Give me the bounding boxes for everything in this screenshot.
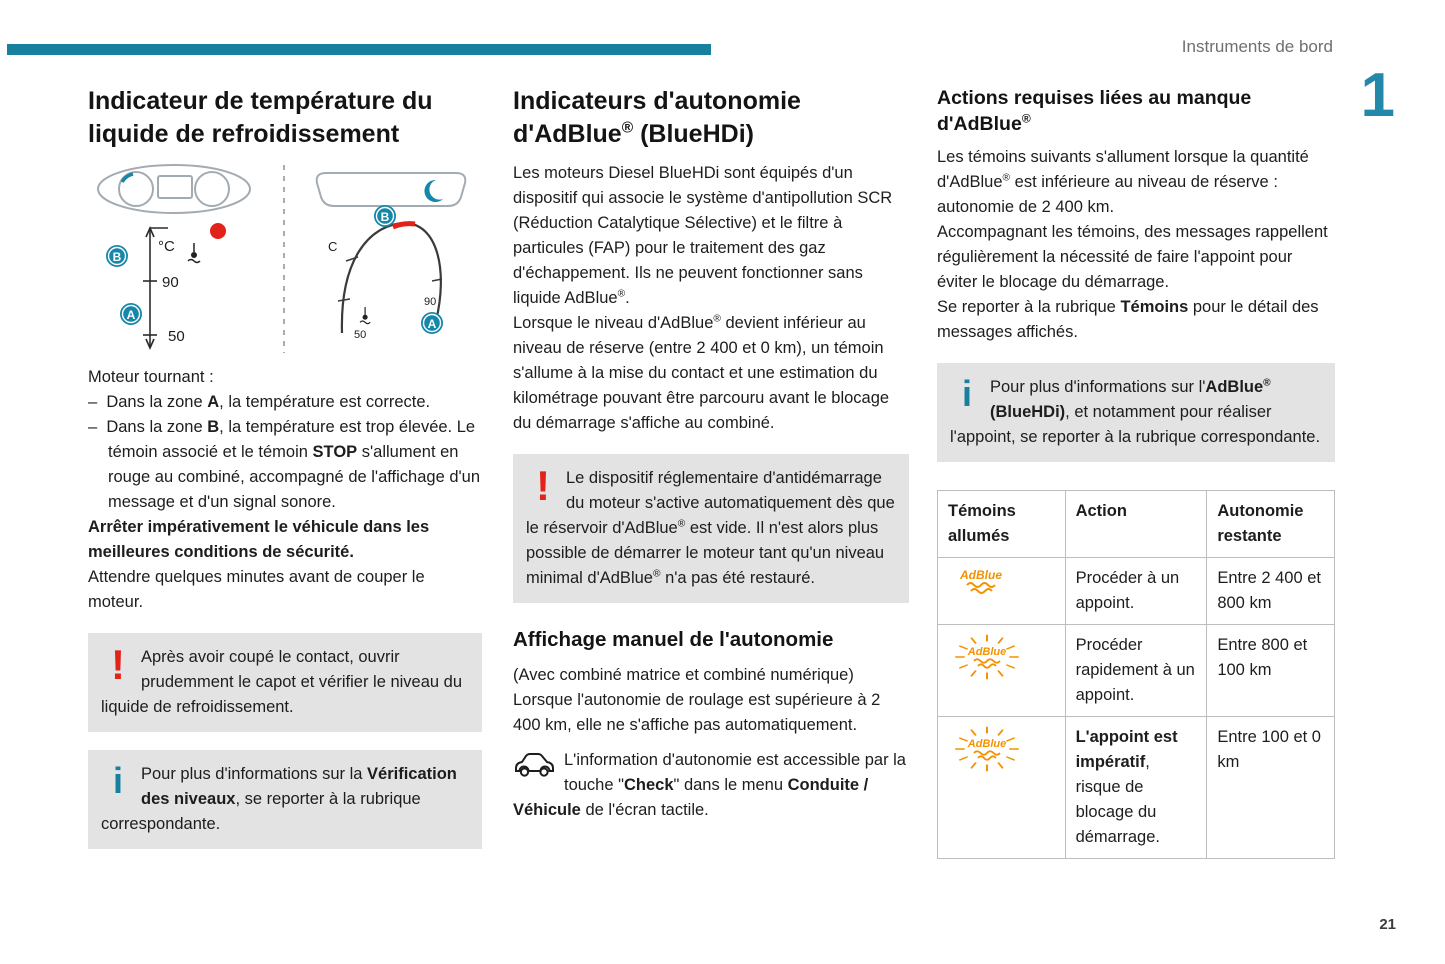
column-header-autonomie: Autonomie restante bbox=[1207, 491, 1335, 558]
instrument-cluster-digital bbox=[317, 173, 466, 206]
table-header-row bbox=[938, 491, 1335, 558]
range-cell: Entre 800 et 100 km bbox=[1207, 625, 1335, 717]
paragraph: Lorsque le niveau d'AdBlue® devient inférieur au niveau de réserve (entre 2 400 et 0 km), un témoin s'allume à la mise du contact et une estimation du kilométrage pouvant être parcouru avant le blocage du démarrage s'affiche au combiné. bbox=[513, 313, 890, 432]
info-box bbox=[937, 363, 1335, 462]
zone-a-badge bbox=[120, 303, 142, 325]
gauge-accent-arc bbox=[122, 174, 133, 182]
action-cell: L'appoint est impératif, risque de blocage du démarrage. bbox=[1065, 717, 1207, 859]
arc-c-label: C bbox=[328, 239, 338, 254]
section-title-coolant: Indicateur de température du liquide de refroidissement bbox=[88, 87, 433, 148]
warning-lamp-dot bbox=[210, 223, 226, 239]
adblue-warning-icon bbox=[948, 566, 1014, 598]
coolant-symbol-icon bbox=[188, 243, 200, 263]
table-row bbox=[938, 558, 1335, 625]
svg-text:A: A bbox=[126, 308, 136, 322]
zone-a-badge bbox=[421, 312, 443, 334]
list-item-zone-b: – Dans la zone B, la température est trop élevée. Le témoin associé et le témoin STOP s'allument en rouge au combiné, accompagné de l'affichage d'un message et d'un signal sonore. bbox=[88, 418, 481, 511]
info-box bbox=[88, 750, 482, 849]
coolant-gauge-illustration bbox=[88, 161, 482, 359]
temoin-cell bbox=[938, 558, 1066, 625]
header-accent-bar bbox=[7, 44, 711, 55]
info-icon: i bbox=[112, 760, 123, 801]
svg-text:AdBlue: AdBlue bbox=[960, 568, 1002, 582]
adblue-warning-blinking-icon bbox=[948, 633, 1026, 681]
paragraph: Lorsque l'autonomie de roulage est supérieure à 2 400 km, elle ne s'affiche pas automatiquement. bbox=[513, 691, 881, 734]
section-title-actions: Actions requises liées au manque d'AdBlue® bbox=[937, 87, 1252, 135]
section-adblue-actions bbox=[937, 85, 1335, 859]
column-header-temoins: Témoins allumés bbox=[938, 491, 1066, 558]
column-header-action: Action bbox=[1065, 491, 1207, 558]
action-cell: Procéder rapidement à un appoint. bbox=[1065, 625, 1207, 717]
instrument-cluster-analog bbox=[98, 165, 250, 213]
info-icon: i bbox=[961, 373, 972, 414]
info-text: Pour plus d'informations sur l'AdBlue® (BlueHDi), et notamment pour réaliser l'appoint, se reporter à la rubrique correspondante. bbox=[950, 377, 1321, 446]
scale-90-label: 90 bbox=[162, 274, 179, 291]
adblue-actions-table bbox=[937, 490, 1335, 859]
range-cell: Entre 100 et 0 km bbox=[1207, 717, 1335, 859]
svg-text:AdBlue: AdBlue bbox=[967, 646, 1007, 658]
arc-50-label: 50 bbox=[354, 329, 367, 341]
paragraph: Les témoins suivants s'allument lorsque la quantité d'AdBlue® est inférieure au niveau de réserve : autonomie de 2 400 km. bbox=[937, 148, 1309, 216]
action-cell: Procéder à un appoint. bbox=[1065, 558, 1207, 625]
warning-text: Le dispositif réglementaire d'antidémarrage du moteur s'active automatiquement dès que le réservoir d'AdBlue® est vide. Il n'est alors plus possible de démarrer le moteur tant qu'un niveau minimal d'AdBlue® n'a pas été restauré. bbox=[526, 469, 895, 587]
paragraph-after: Attendre quelques minutes avant de couper le moteur. bbox=[88, 568, 425, 611]
temoin-cell bbox=[938, 625, 1066, 717]
list-item-zone-a: – Dans la zone A, la température est correcte. bbox=[88, 393, 431, 411]
paragraph-emphasis: Arrêter impérativement le véhicule dans les meilleures conditions de sécurité. bbox=[88, 518, 430, 561]
chapter-number-tab: 1 bbox=[1360, 61, 1395, 130]
section-title-adblue: Indicateurs d'autonomie d'AdBlue® (BlueHDi) bbox=[513, 87, 801, 148]
svg-text:B: B bbox=[380, 210, 390, 224]
info-text: Pour plus d'informations sur la Vérification des niveaux, se reporter à la rubrique correspondante. bbox=[101, 765, 457, 833]
svg-text:A: A bbox=[427, 317, 437, 331]
paragraph: Les moteurs Diesel BlueHDi sont équipés d'un dispositif qui associe le système d'antipollution SCR (Réduction Catalytique Sélective) et le filtre à particules (FAP) pour le traitement des gaz d'échappement. Ils ne peuvent fonctionner sans liquide AdBlue®. bbox=[513, 164, 893, 307]
paragraph: (Avec combiné matrice et combiné numérique) bbox=[513, 666, 854, 684]
paragraph: Accompagnant les témoins, des messages rappellent régulièrement la nécessité de faire l'appoint pour éviter le blocage du démarrage. bbox=[937, 223, 1328, 291]
car-icon bbox=[513, 752, 555, 778]
zone-b-badge bbox=[374, 205, 396, 227]
warning-box bbox=[88, 633, 482, 732]
warning-icon: ! bbox=[536, 462, 550, 509]
autonomy-access-note bbox=[513, 748, 909, 823]
temoin-cell bbox=[938, 717, 1066, 859]
celsius-label: °C bbox=[158, 238, 175, 255]
coolant-symbol-icon bbox=[360, 307, 370, 324]
crescent-icon bbox=[424, 180, 443, 202]
paragraph: Se reporter à la rubrique Témoins pour le détail des messages affichés. bbox=[937, 298, 1319, 341]
zone-b-badge bbox=[106, 245, 128, 267]
arc-90-label: 90 bbox=[424, 296, 437, 308]
table-row bbox=[938, 625, 1335, 717]
warning-icon: ! bbox=[111, 641, 125, 688]
section-adblue-autonomy bbox=[513, 85, 909, 823]
warning-box bbox=[513, 454, 909, 603]
warning-text: Après avoir coupé le contact, ouvrir prudemment le capot et vérifier le niveau du liquide de refroidissement. bbox=[101, 648, 463, 716]
range-cell: Entre 2 400 et 800 km bbox=[1207, 558, 1335, 625]
page-number: 21 bbox=[1379, 916, 1396, 933]
paragraph-intro: Moteur tournant : bbox=[88, 368, 214, 386]
running-header: Instruments de bord bbox=[1181, 37, 1333, 56]
svg-text:AdBlue: AdBlue bbox=[967, 738, 1007, 750]
scale-50-label: 50 bbox=[168, 328, 185, 345]
subsection-title-manual-display: Affichage manuel de l'autonomie bbox=[513, 628, 834, 651]
svg-text:B: B bbox=[112, 250, 122, 264]
paragraph: L'information d'autonomie est accessible par la touche "Check" dans le menu Conduite / Véhicule de l'écran tactile. bbox=[513, 751, 906, 819]
table-row bbox=[938, 717, 1335, 859]
adblue-warning-blinking-icon bbox=[948, 725, 1026, 773]
section-coolant-temperature bbox=[88, 85, 482, 849]
